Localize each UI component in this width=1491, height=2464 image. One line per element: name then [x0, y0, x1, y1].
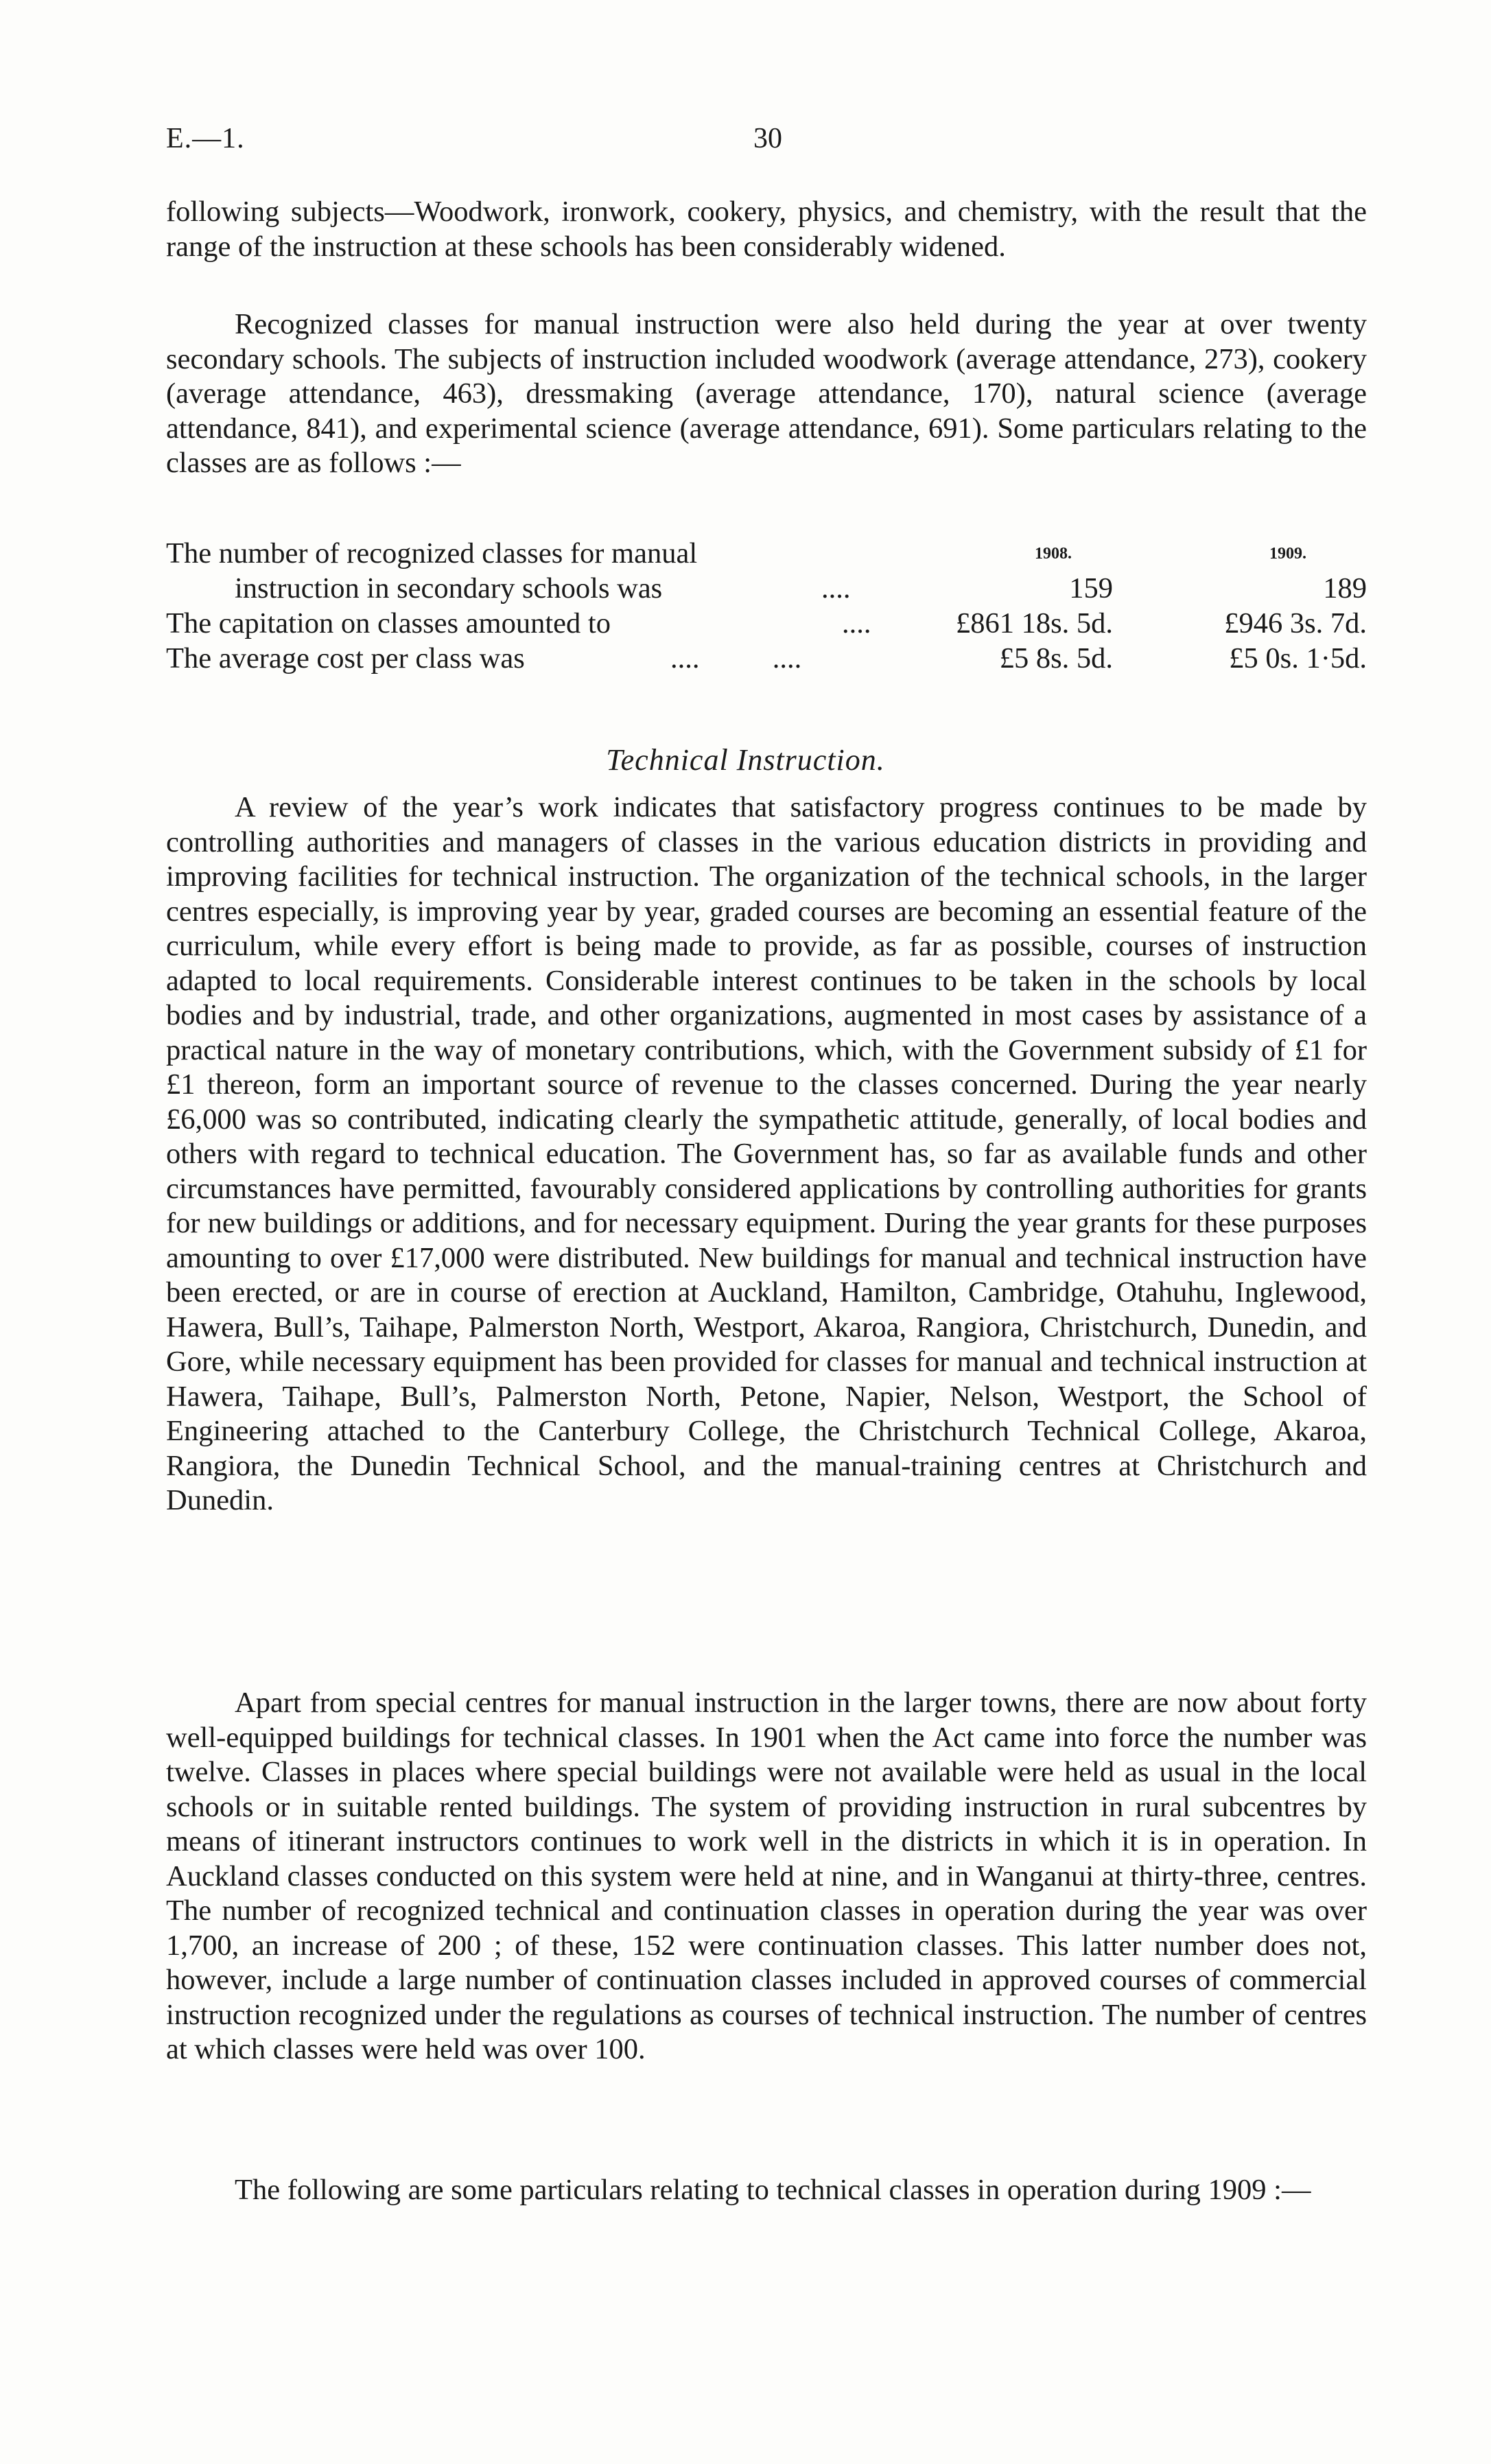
paragraph-secondary-schools — [166, 307, 1367, 490]
paragraph-technical-review — [166, 790, 1367, 1527]
table-row — [166, 642, 1367, 677]
paragraph-following-particulars — [166, 2173, 1367, 2217]
table-row-label: The capitation on classes amounted to — [166, 607, 611, 640]
paragraph-text: following subjects—Woodwork, ironwork, cookery, physics, and chemistry, with the result that the range of the instruction at these schools has been considerably widened. — [166, 196, 1367, 263]
leader-dots: .... .... — [670, 642, 802, 674]
table-row — [166, 607, 1367, 642]
value-1908: £5 8s. 5d. — [999, 642, 1113, 674]
leader-dots: .... — [821, 572, 851, 605]
leader-dots: .... — [842, 607, 871, 640]
paragraph-special-centres — [166, 1686, 1367, 2076]
table-row-label: The average cost per class was — [166, 642, 525, 674]
table-row-label: instruction in secondary schools was — [235, 572, 663, 605]
value-1909: £5 0s. 1·5d. — [1229, 642, 1367, 674]
year-header-1909: 1909. — [1269, 545, 1306, 563]
paragraph-text: The following are some particulars relating to technical classes in operation during 1909 :— — [235, 2174, 1311, 2206]
section-heading: Technical Instruction. — [606, 743, 885, 777]
secondary-classes-table — [166, 537, 1367, 677]
value-1908: 159 — [1069, 572, 1113, 605]
page-number: 30 — [753, 123, 782, 154]
value-1909: £946 3s. 7d. — [1224, 607, 1367, 640]
paragraph-text: Recognized classes for manual instruction were also held during the year at over twenty secondary schools. The subjects of instruction included woodwork (average attendance, 273), cookery (average attendance, 463), dressmaking (average attendance, 170), natural science (average attendance, 841), and experimental science (average attendance, 691). Some particulars relating to the classes are as follows :— — [166, 308, 1367, 479]
paragraph-text: Apart from special centres for manual instruction in the larger towns, there are now about forty well-equipped buildings for technical classes. In 1901 when the Act came into force the number was twelve. Classes in places where special buildings were not available were held as usual in the local schools or in suitable rented buildings. The system of providing instruction in rural subcentres by means of itinerant instructors continues to work well in the districts in which it is in operation. In Auckland classes conducted on this system were held at nine, and in Wanganui at thirty-three, centres. The number of recognized technical and continuation classes in operation during the year was over 1,700, an increase of 200 ; of these, 152 were continuation classes. This latter number does not, however, include a large number of continuation classes included in approved courses of commercial instruction recognized under the regulations as courses of technical instruction. The number of centres at which classes were held was over 100. — [166, 1687, 1367, 2065]
paragraph-continued — [166, 195, 1367, 273]
value-1909: 189 — [1323, 572, 1367, 605]
value-1908: £861 18s. 5d. — [955, 607, 1113, 640]
table-row — [166, 572, 1367, 607]
table-row-label: The number of recognized classes for manual — [166, 537, 698, 570]
document-reference: E.—1. — [166, 123, 245, 154]
year-header-1908: 1908. — [1035, 545, 1072, 563]
paragraph-text: A review of the year’s work indicates that satisfactory progress continues to be made by controlling authorities and managers of classes in the various education districts in providing and improving facilities for technical instruction. The organization of the technical schools, in the larger centres especially, is improving year by year, graded courses are becoming an essential feature of the curriculum, while every effort is being made to provide, as far as possible, courses of instruction adapted to local requirements. Considerable interest continues to be taken in the schools by local bodies and by industrial, trade, and other organizations, augmented in most cases by assistance of a practical nature in the way of monetary contributions, which, with the Government subsidy of £1 for £1 thereon, form an important source of revenue to the classes concerned. During the year nearly £6,000 was so contributed, indicating clearly the sympathetic attitude, generally, of local bodies and others with regard to technical education. The Government has, so far as available funds and other circumstances have permitted, favourably considered applications by controlling authorities for grants for new buildings or additions, and for necessary equipment. During the year grants for these purposes amounting to over £17,000 were distributed. New buildings for manual and technical instruction have been erected, or are in course of erection at Auckland, Hamilton, Cambridge, Otahuhu, Inglewood, Hawera, Bull’s, Taihape, Palmerston North, Westport, Akaroa, Rangiora, Christchurch, Dunedin, and Gore, while necessary equipment has been provided for classes for manual and technical instruction at Hawera, Taihape, Bull’s, Palmerston North, Petone, Napier, Nelson, Westport, the School of Engineering attached to the Canterbury College, the Christchurch Technical College, Akaroa, Rangiora, the Dunedin Technical School, and the manual-training centres at Christchurch and Dunedin. — [166, 791, 1367, 1516]
table-row — [166, 537, 1367, 572]
